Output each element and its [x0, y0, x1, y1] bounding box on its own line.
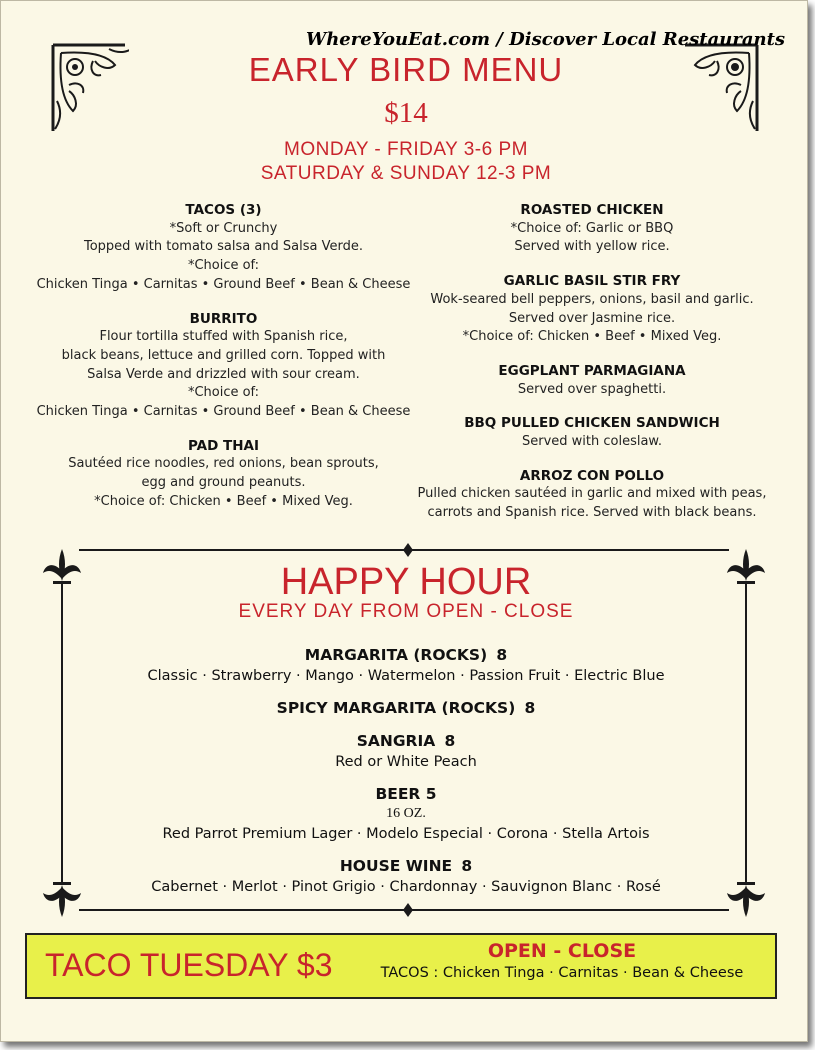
- drink-margarita: [86, 645, 726, 686]
- drink-sangria: [86, 731, 726, 772]
- happy-hour-subtitle: EVERY DAY FROM OPEN - CLOSE: [238, 601, 574, 622]
- happy-hour-drinks: [86, 645, 726, 909]
- drink-desc: Cabernet · Merlot · Pinot Grigio · Chardonnay · Sauvignon Blanc · Rosé: [151, 879, 661, 895]
- drink-size: 16 OZ.: [386, 806, 426, 821]
- early-bird-price: $14: [384, 97, 428, 129]
- happy-hour-title: HAPPY HOUR: [280, 561, 532, 603]
- item-line: egg and ground peanuts.: [141, 475, 306, 491]
- item-name: GARLIC BASIL STIR FRY: [503, 273, 681, 290]
- item-name: PAD THAI: [188, 437, 259, 454]
- menu-item-bbq-sandwich: [413, 414, 771, 451]
- drink-desc: Red Parrot Premium Lager · Modelo Especial · Corona · Stella Artois: [162, 826, 650, 842]
- item-line: Served over Jasmine rice.: [508, 310, 676, 326]
- item-name: TACOS (3): [185, 202, 262, 218]
- item-line: Topped with tomato salsa and Salsa Verde.: [83, 239, 364, 255]
- early-bird-title: EARLY BIRD MENU: [248, 51, 564, 88]
- item-line: carrots and Spanish rice. Served with black beans.: [427, 505, 757, 521]
- item-name: ROASTED CHICKEN: [520, 202, 664, 218]
- item-line: Served over spaghetti.: [517, 381, 667, 397]
- corner-ornament-icon: [681, 41, 761, 136]
- menu-item-roasted-chicken: [413, 201, 771, 257]
- menu-item-arroz-con-pollo: [413, 467, 771, 523]
- item-line: Served with coleslaw.: [521, 434, 663, 450]
- item-name: ARROZ CON POLLO: [519, 467, 665, 484]
- weekday-hours: MONDAY - FRIDAY 3-6 PM: [284, 139, 528, 160]
- menu-item-stir-fry: [413, 272, 771, 347]
- taco-tuesday-title: TACO TUESDAY $3: [45, 947, 333, 983]
- item-line: Pulled chicken sautéed in garlic and mixed with peas,: [417, 486, 767, 502]
- drink-name: BEER 5: [375, 785, 437, 803]
- site-watermark: WhereYouEat.com / Discover Local Restaurants: [306, 29, 786, 50]
- item-line: *Choice of:: [187, 258, 260, 274]
- item-line: *Choice of:: [187, 385, 260, 401]
- fleur-ornament-icon: [725, 879, 767, 919]
- frame-right-line: [745, 583, 747, 883]
- item-line: Served with yellow rice.: [514, 239, 670, 255]
- drink-name: SPICY MARGARITA (ROCKS): [276, 699, 516, 717]
- item-line: *Choice of: Garlic or BBQ: [510, 220, 674, 236]
- fleur-ornament-icon: [725, 547, 767, 587]
- item-line: *Choice of: Chicken • Beef • Mixed Veg.: [462, 329, 722, 345]
- drink-house-wine: [86, 856, 726, 897]
- frame-left-line: [61, 583, 63, 883]
- taco-tuesday-hours: OPEN - CLOSE: [487, 940, 637, 962]
- item-line: Chicken Tinga • Carnitas • Ground Beef • Bean & Cheese: [36, 404, 411, 420]
- weekend-hours: SATURDAY & SUNDAY 12-3 PM: [260, 163, 552, 184]
- menu-item-eggplant: [413, 362, 771, 399]
- drink-name: HOUSE WINE: [339, 857, 453, 875]
- menu-item-pad-thai: [26, 437, 421, 512]
- taco-tuesday-details: [357, 940, 767, 981]
- fleur-ornament-icon: [41, 547, 83, 587]
- drink-price: 8: [444, 732, 456, 750]
- menu-item-burrito: [26, 310, 421, 422]
- drink-name: MARGARITA (ROCKS): [304, 646, 488, 664]
- fleur-ornament-icon: [41, 879, 83, 919]
- drink-name: SANGRIA: [356, 732, 436, 750]
- drink-spicy-margarita: [86, 698, 726, 719]
- early-bird-right-column: [413, 201, 771, 538]
- item-name: EGGPLANT PARMAGIANA: [498, 362, 686, 379]
- drink-desc: Classic · Strawberry · Mango · Watermelon · Passion Fruit · Electric Blue: [147, 668, 665, 684]
- taco-tuesday-menu: TACOS : Chicken Tinga · Carnitas · Bean & Cheese: [380, 965, 744, 981]
- item-line: Chicken Tinga • Carnitas • Ground Beef • Bean & Cheese: [36, 276, 411, 292]
- drink-price: 8: [496, 646, 508, 664]
- diamond-ornament-icon: [401, 543, 415, 557]
- corner-ornament-icon: [49, 41, 129, 136]
- drink-desc: Red or White Peach: [335, 754, 477, 770]
- drink-price: 8: [461, 857, 473, 875]
- item-name: BURRITO: [189, 310, 258, 327]
- early-bird-left-column: [26, 201, 421, 527]
- taco-tuesday-banner: [25, 933, 777, 999]
- item-name: BBQ PULLED CHICKEN SANDWICH: [464, 415, 720, 432]
- item-line: *Soft or Crunchy: [169, 220, 278, 236]
- item-line: Salsa Verde and drizzled with sour cream.: [87, 366, 360, 382]
- menu-item-tacos: [26, 201, 421, 295]
- item-line: Wok-seared bell peppers, onions, basil and garlic.: [430, 291, 754, 307]
- drink-beer: [86, 784, 726, 844]
- item-line: Sautéed rice noodles, red onions, bean sprouts,: [68, 456, 379, 472]
- item-line: Flour tortilla stuffed with Spanish rice,: [99, 329, 348, 345]
- item-line: *Choice of: Chicken • Beef • Mixed Veg.: [94, 493, 353, 509]
- item-line: black beans, lettuce and grilled corn. Topped with: [61, 347, 386, 363]
- drink-price: 8: [524, 699, 536, 717]
